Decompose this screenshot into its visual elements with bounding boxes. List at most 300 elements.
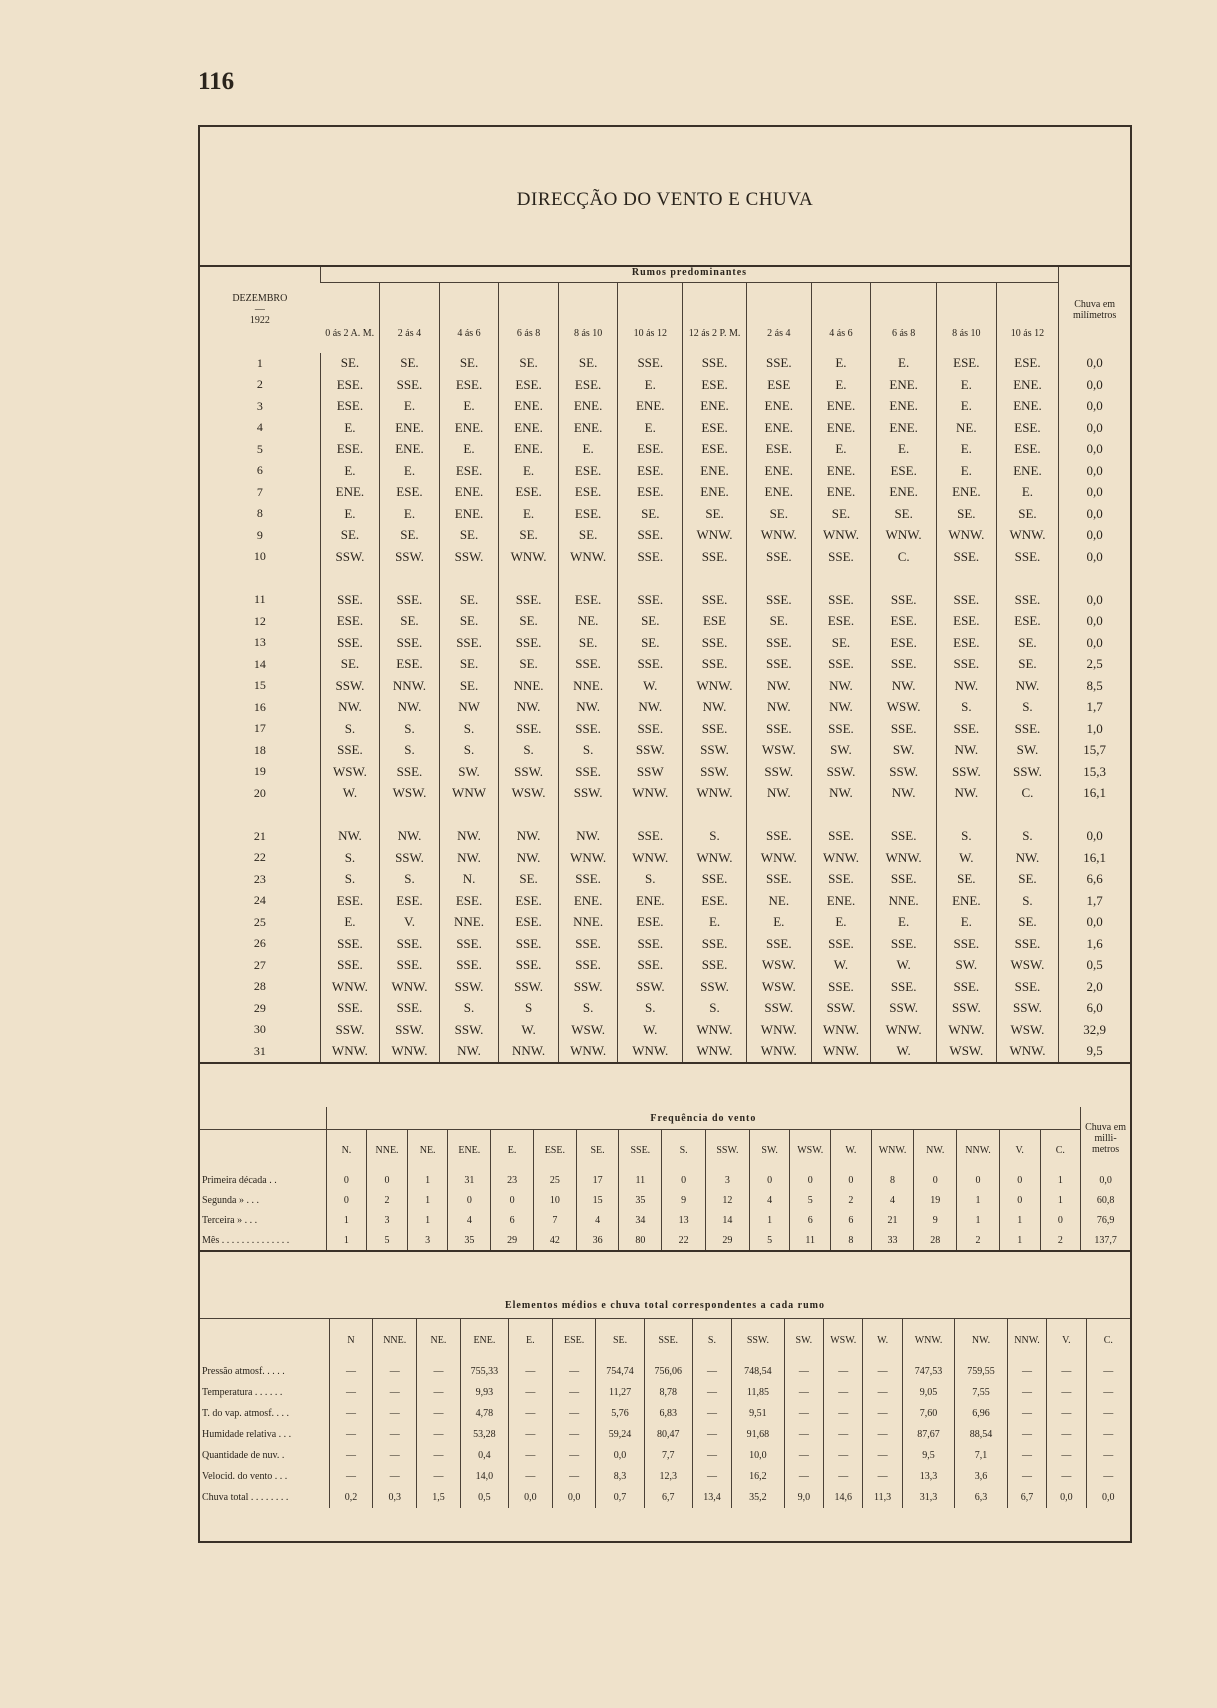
direction-cell: WNW.: [683, 675, 747, 697]
direction-cell: ESE.: [499, 482, 559, 504]
day-cell: 2: [256, 377, 263, 392]
direction-cell: ESE.: [618, 439, 683, 461]
direction-cell: SE.: [499, 654, 559, 676]
frequency-cell: 1: [407, 1210, 448, 1230]
frequency-cell: 3: [367, 1210, 408, 1230]
hour-header: 8 ás 10: [937, 283, 997, 353]
day-cell: 1: [256, 355, 263, 370]
direction-cell: E.: [618, 374, 683, 396]
direction-cell: NW.: [618, 697, 683, 719]
direction-cell: SSE.: [499, 933, 559, 955]
direction-cell: SSE.: [499, 589, 559, 611]
table-row: [200, 1041, 1130, 1064]
direction-cell: E.: [380, 460, 440, 482]
direction-cell: ENE.: [380, 439, 440, 461]
frequency-cell: 10: [533, 1190, 576, 1210]
direction-cell: SSE.: [746, 546, 811, 568]
direction-cell: S.: [996, 697, 1059, 719]
direction-cell: WSW.: [746, 955, 811, 977]
element-label: Pressão atmosf. . . . .: [202, 1366, 285, 1377]
direction-cell: NW.: [439, 847, 499, 869]
element-cell: —: [1047, 1361, 1086, 1382]
table-row: [200, 783, 1130, 805]
element-label: Temperatura . . . . . .: [202, 1387, 283, 1398]
direction-cell: SSE.: [558, 654, 618, 676]
element-cell: —: [784, 1424, 823, 1445]
frequency-cell: 9: [914, 1210, 957, 1230]
element-cell: —: [784, 1382, 823, 1403]
element-cell: —: [329, 1424, 373, 1445]
day-cell: 15: [253, 678, 266, 693]
direction-cell: SE.: [996, 654, 1059, 676]
direction-cell: [811, 568, 871, 590]
direction-cell: NW.: [937, 740, 997, 762]
direction-cell: SSE.: [618, 826, 683, 848]
direction-cell: WNW.: [380, 1041, 440, 1064]
direction-cell: W.: [320, 783, 380, 805]
element-cell: —: [373, 1445, 417, 1466]
direction-cell: SSE.: [618, 525, 683, 547]
direction-cell: SSW.: [558, 783, 618, 805]
direction-cell: W.: [871, 955, 937, 977]
direction-cell: WNW.: [811, 1019, 871, 1041]
element-cell: —: [508, 1445, 552, 1466]
elements-caption: Elementos médios e chuva total correspondentes a cada rumo: [200, 1292, 1130, 1319]
direction-cell: ESE.: [320, 396, 380, 418]
element-cell: 0,3: [373, 1487, 417, 1508]
direction-cell: SSE.: [618, 589, 683, 611]
frequency-cell: 3: [407, 1230, 448, 1251]
direction-cell: ENE.: [558, 396, 618, 418]
direction-cell: E.: [380, 503, 440, 525]
element-cell: 755,33: [460, 1361, 508, 1382]
direction-cell: S.: [380, 740, 440, 762]
direction-cell: WNW.: [683, 1019, 747, 1041]
direction-cell: SE.: [558, 632, 618, 654]
element-cell: —: [417, 1361, 461, 1382]
direction-cell: SSW.: [380, 546, 440, 568]
direction-cell: ENE.: [937, 890, 997, 912]
table-row: [200, 675, 1130, 697]
direction-cell: SE.: [439, 525, 499, 547]
element-cell: —: [1047, 1424, 1086, 1445]
element-cell: —: [692, 1403, 731, 1424]
direction-cell: SE.: [380, 611, 440, 633]
direction-cell: SSE.: [618, 546, 683, 568]
frequency-cell: 7: [533, 1210, 576, 1230]
direction-cell: WNW.: [937, 1019, 997, 1041]
direction-cell: S.: [558, 998, 618, 1020]
direction-cell: SSE.: [996, 589, 1059, 611]
frequency-cell: 33: [871, 1230, 914, 1251]
element-cell: 14,6: [824, 1487, 863, 1508]
direction-cell: S.: [683, 826, 747, 848]
direction-cell: SSE.: [996, 976, 1059, 998]
direction-cell: SE.: [996, 869, 1059, 891]
hour-header: 4 ás 6: [811, 283, 871, 353]
direction-cell: E.: [320, 460, 380, 482]
rain-cell: 0,0: [1059, 503, 1130, 525]
direction-cell: ENE.: [871, 374, 937, 396]
element-cell: 59,24: [596, 1424, 644, 1445]
direction-cell: S.: [439, 740, 499, 762]
frequency-direction-header: ENE.: [448, 1130, 491, 1171]
direction-cell: [380, 568, 440, 590]
direction-cell: NW.: [558, 697, 618, 719]
month-label: DEZEMBRO: [232, 293, 288, 305]
direction-cell: ESE.: [499, 890, 559, 912]
direction-cell: SSE.: [439, 933, 499, 955]
frequency-cell: 60,8: [1081, 1190, 1130, 1210]
direction-cell: WNW.: [746, 525, 811, 547]
element-cell: 11,3: [863, 1487, 902, 1508]
direction-cell: ENE.: [996, 396, 1059, 418]
direction-cell: W.: [871, 1041, 937, 1064]
frequency-cell: 1: [326, 1230, 367, 1251]
rain-cell: 0,0: [1059, 589, 1130, 611]
rain-cell: 0,0: [1059, 396, 1130, 418]
hour-header: 10 ás 12: [996, 283, 1059, 353]
frequency-table: [200, 1107, 1130, 1252]
direction-cell: NNE.: [558, 675, 618, 697]
rain-cell: 6,0: [1059, 998, 1130, 1020]
element-cell: —: [863, 1466, 902, 1487]
direction-cell: SE.: [320, 654, 380, 676]
element-cell: —: [373, 1466, 417, 1487]
direction-cell: SSE.: [871, 589, 937, 611]
direction-cell: ENE.: [871, 396, 937, 418]
element-cell: 14,0: [460, 1466, 508, 1487]
direction-cell: S.: [380, 718, 440, 740]
frequency-cell: 0: [999, 1170, 1040, 1190]
direction-cell: SSE.: [320, 955, 380, 977]
direction-cell: NNE.: [558, 912, 618, 934]
direction-cell: [618, 804, 683, 826]
table-row: [200, 1487, 1130, 1508]
direction-cell: ESE.: [811, 611, 871, 633]
direction-cell: SSW.: [439, 976, 499, 998]
frequency-cell: 11: [619, 1170, 662, 1190]
direction-cell: SE.: [811, 503, 871, 525]
direction-cell: SSE.: [558, 933, 618, 955]
hour-header: 2 ás 4: [746, 283, 811, 353]
rain-cell: 0,0: [1059, 374, 1130, 396]
direction-cell: NW: [439, 697, 499, 719]
direction-cell: NNE.: [439, 912, 499, 934]
direction-cell: SSW.: [683, 761, 747, 783]
element-cell: —: [692, 1382, 731, 1403]
day-cell: 17: [253, 721, 266, 736]
direction-cell: ESE.: [558, 589, 618, 611]
direction-cell: W.: [618, 675, 683, 697]
rain-cell: 1,7: [1059, 890, 1130, 912]
day-cell: 27: [253, 957, 266, 972]
frequency-cell: 21: [871, 1210, 914, 1230]
direction-cell: SE.: [746, 611, 811, 633]
direction-cell: E.: [937, 439, 997, 461]
day-cell: 31: [200, 1041, 320, 1064]
direction-cell: NE.: [558, 611, 618, 633]
element-cell: —: [863, 1361, 902, 1382]
direction-cell: SSW.: [320, 1019, 380, 1041]
direction-cell: [811, 804, 871, 826]
direction-cell: SSE.: [746, 654, 811, 676]
element-cell: 12,3: [644, 1466, 692, 1487]
direction-cell: SE.: [558, 353, 618, 375]
direction-cell: WNW.: [683, 1041, 747, 1064]
table-row: [200, 1190, 1130, 1210]
direction-cell: [683, 568, 747, 590]
day-cell: 4: [256, 420, 263, 435]
table-row: [200, 396, 1130, 418]
direction-cell: NW.: [683, 697, 747, 719]
table-row: [200, 1466, 1130, 1487]
direction-cell: NW.: [499, 826, 559, 848]
element-cell: —: [863, 1382, 902, 1403]
frequency-cell: 4: [749, 1190, 790, 1210]
day-cell: 7: [256, 484, 263, 499]
element-cell: —: [784, 1466, 823, 1487]
element-cell: —: [1007, 1361, 1046, 1382]
table-row: [200, 1170, 1130, 1190]
frequency-cell: 35: [448, 1230, 491, 1251]
direction-cell: NE.: [937, 417, 997, 439]
direction-cell: ENE.: [558, 417, 618, 439]
frequency-direction-header: N.: [326, 1130, 367, 1171]
direction-cell: SSE.: [746, 933, 811, 955]
element-cell: 9,93: [460, 1382, 508, 1403]
direction-cell: SSW.: [683, 976, 747, 998]
day-cell: 6: [256, 463, 263, 478]
table-row: [200, 374, 1130, 396]
rain-cell: 0,0: [1059, 525, 1130, 547]
direction-cell: ESE: [746, 374, 811, 396]
direction-cell: SE.: [320, 353, 380, 375]
direction-cell: SSE.: [558, 869, 618, 891]
rain-cell: 0,0: [1059, 611, 1130, 633]
direction-cell: ESE.: [683, 439, 747, 461]
element-cell: —: [329, 1361, 373, 1382]
direction-cell: SSW.: [937, 998, 997, 1020]
direction-cell: SE.: [558, 525, 618, 547]
direction-cell: ESE.: [558, 503, 618, 525]
direction-cell: ENE.: [499, 439, 559, 461]
direction-cell: WNW.: [618, 847, 683, 869]
element-cell: —: [1086, 1445, 1130, 1466]
elements-direction-header: N: [329, 1319, 373, 1362]
hour-header: 6 ás 8: [871, 283, 937, 353]
direction-cell: ESE.: [380, 890, 440, 912]
direction-cell: SSE.: [871, 826, 937, 848]
element-cell: 8,78: [644, 1382, 692, 1403]
direction-cell: E.: [996, 482, 1059, 504]
direction-cell: SSE.: [380, 998, 440, 1020]
frequency-direction-header: C.: [1040, 1130, 1081, 1171]
direction-cell: NW.: [746, 697, 811, 719]
frequency-cell: 22: [662, 1230, 706, 1251]
direction-cell: NW.: [558, 826, 618, 848]
elements-direction-header: E.: [508, 1319, 552, 1362]
direction-cell: SW.: [811, 740, 871, 762]
rain-cell: 0,0: [1059, 826, 1130, 848]
rain-cell: 2,5: [1059, 654, 1130, 676]
element-cell: —: [1047, 1382, 1086, 1403]
direction-cell: WSW.: [499, 783, 559, 805]
direction-cell: ENE.: [320, 482, 380, 504]
day-cell: 25: [253, 914, 266, 929]
frequency-direction-header: SW.: [749, 1130, 790, 1171]
table-row: [200, 740, 1130, 762]
direction-cell: SSE.: [746, 718, 811, 740]
direction-cell: SSE.: [320, 632, 380, 654]
direction-cell: E.: [746, 912, 811, 934]
direction-cell: SSE.: [618, 353, 683, 375]
elements-direction-header: NW.: [955, 1319, 1008, 1362]
frequency-cell: 80: [619, 1230, 662, 1251]
direction-cell: S.: [499, 740, 559, 762]
elements-direction-header: SSW.: [732, 1319, 785, 1362]
spacer-row: [200, 568, 1130, 590]
element-cell: —: [1086, 1382, 1130, 1403]
hour-header: 8 ás 10: [558, 283, 618, 353]
element-cell: —: [373, 1424, 417, 1445]
direction-cell: WNW.: [618, 783, 683, 805]
element-cell: —: [1007, 1382, 1046, 1403]
direction-cell: SSE.: [996, 546, 1059, 568]
day-cell: 13: [253, 635, 266, 650]
direction-cell: SE.: [996, 632, 1059, 654]
period-label: Primeira década . .: [202, 1174, 277, 1186]
direction-cell: SE.: [499, 611, 559, 633]
direction-cell: NW.: [871, 675, 937, 697]
direction-cell: SSE.: [380, 374, 440, 396]
frequency-cell: 0: [831, 1170, 872, 1190]
wind-direction-table: [200, 265, 1130, 1064]
direction-cell: ENE.: [811, 417, 871, 439]
element-cell: —: [329, 1445, 373, 1466]
frequency-direction-header: E.: [491, 1130, 534, 1171]
table-row: [200, 632, 1130, 654]
direction-cell: SSW.: [746, 998, 811, 1020]
direction-cell: SSE.: [499, 955, 559, 977]
direction-cell: SSW.: [558, 976, 618, 998]
element-cell: 13,3: [902, 1466, 955, 1487]
direction-cell: ESE.: [996, 353, 1059, 375]
frequency-cell: 1: [999, 1230, 1040, 1251]
element-cell: —: [417, 1403, 461, 1424]
element-cell: 53,28: [460, 1424, 508, 1445]
direction-cell: [499, 804, 559, 826]
frequency-direction-header: NNW.: [957, 1130, 1000, 1171]
direction-cell: SSE.: [439, 632, 499, 654]
direction-cell: ESE.: [380, 482, 440, 504]
frequency-cell: 0: [914, 1170, 957, 1190]
direction-cell: WSW.: [558, 1019, 618, 1041]
day-cell: 10: [253, 549, 266, 564]
day-cell: 12: [253, 613, 266, 628]
elements-direction-header: WSW.: [824, 1319, 863, 1362]
direction-cell: ESE.: [439, 374, 499, 396]
element-cell: —: [1086, 1466, 1130, 1487]
day-cell: 23: [253, 871, 266, 886]
frequency-cell: 0: [326, 1170, 367, 1190]
direction-cell: SSW.: [320, 546, 380, 568]
table-row: [200, 890, 1130, 912]
direction-cell: SSE.: [811, 933, 871, 955]
direction-cell: SSE.: [320, 740, 380, 762]
direction-cell: [871, 568, 937, 590]
day-cell: 18: [253, 742, 266, 757]
element-cell: —: [692, 1424, 731, 1445]
elements-direction-header: NNE.: [373, 1319, 417, 1362]
table-row: [200, 998, 1130, 1020]
element-cell: —: [824, 1466, 863, 1487]
direction-cell: C.: [871, 546, 937, 568]
frequency-cell: 34: [619, 1210, 662, 1230]
direction-cell: WNW.: [558, 847, 618, 869]
frequency-chuva-header: Chuva em milli-metros: [1081, 1107, 1130, 1170]
direction-cell: SSE.: [683, 353, 747, 375]
direction-cell: NW.: [811, 697, 871, 719]
direction-cell: SSW.: [320, 675, 380, 697]
direction-cell: SSE.: [811, 654, 871, 676]
element-cell: —: [508, 1361, 552, 1382]
rain-cell: 8,5: [1059, 675, 1130, 697]
direction-cell: SSW.: [871, 998, 937, 1020]
hour-header: 12 ás 2 P. M.: [683, 283, 747, 353]
day-cell: 30: [253, 1022, 266, 1037]
element-cell: —: [552, 1403, 596, 1424]
direction-cell: [746, 568, 811, 590]
direction-cell: SE.: [380, 353, 440, 375]
direction-cell: NW.: [439, 1041, 499, 1064]
element-cell: —: [329, 1403, 373, 1424]
rain-cell: 0,0: [1059, 546, 1130, 568]
element-label: Chuva total . . . . . . . .: [202, 1492, 289, 1503]
direction-cell: SE.: [439, 353, 499, 375]
table-row: [200, 482, 1130, 504]
direction-cell: SSE.: [811, 589, 871, 611]
table-row: [200, 933, 1130, 955]
element-cell: —: [417, 1424, 461, 1445]
table-row: [200, 697, 1130, 719]
rain-cell: 16,1: [1059, 783, 1130, 805]
direction-cell: NW.: [499, 847, 559, 869]
spacer-row: [200, 804, 1130, 826]
direction-cell: SSE.: [380, 933, 440, 955]
direction-cell: ENE.: [499, 417, 559, 439]
direction-cell: ENE.: [683, 396, 747, 418]
direction-cell: NNE.: [871, 890, 937, 912]
direction-cell: E.: [871, 912, 937, 934]
direction-cell: ENE.: [811, 890, 871, 912]
table-row: [200, 1403, 1130, 1424]
direction-cell: WSW.: [746, 976, 811, 998]
element-cell: —: [824, 1403, 863, 1424]
rain-cell: 0,0: [1059, 353, 1130, 375]
day-cell: [200, 804, 320, 826]
direction-cell: E.: [937, 374, 997, 396]
direction-cell: E.: [811, 912, 871, 934]
frequency-cell: 19: [914, 1190, 957, 1210]
element-cell: 0,0: [508, 1487, 552, 1508]
element-cell: —: [1086, 1424, 1130, 1445]
element-cell: 31,3: [902, 1487, 955, 1508]
element-cell: 0,0: [1086, 1487, 1130, 1508]
day-cell: 29: [253, 1000, 266, 1015]
table-row: [200, 589, 1130, 611]
direction-cell: SSE.: [937, 546, 997, 568]
